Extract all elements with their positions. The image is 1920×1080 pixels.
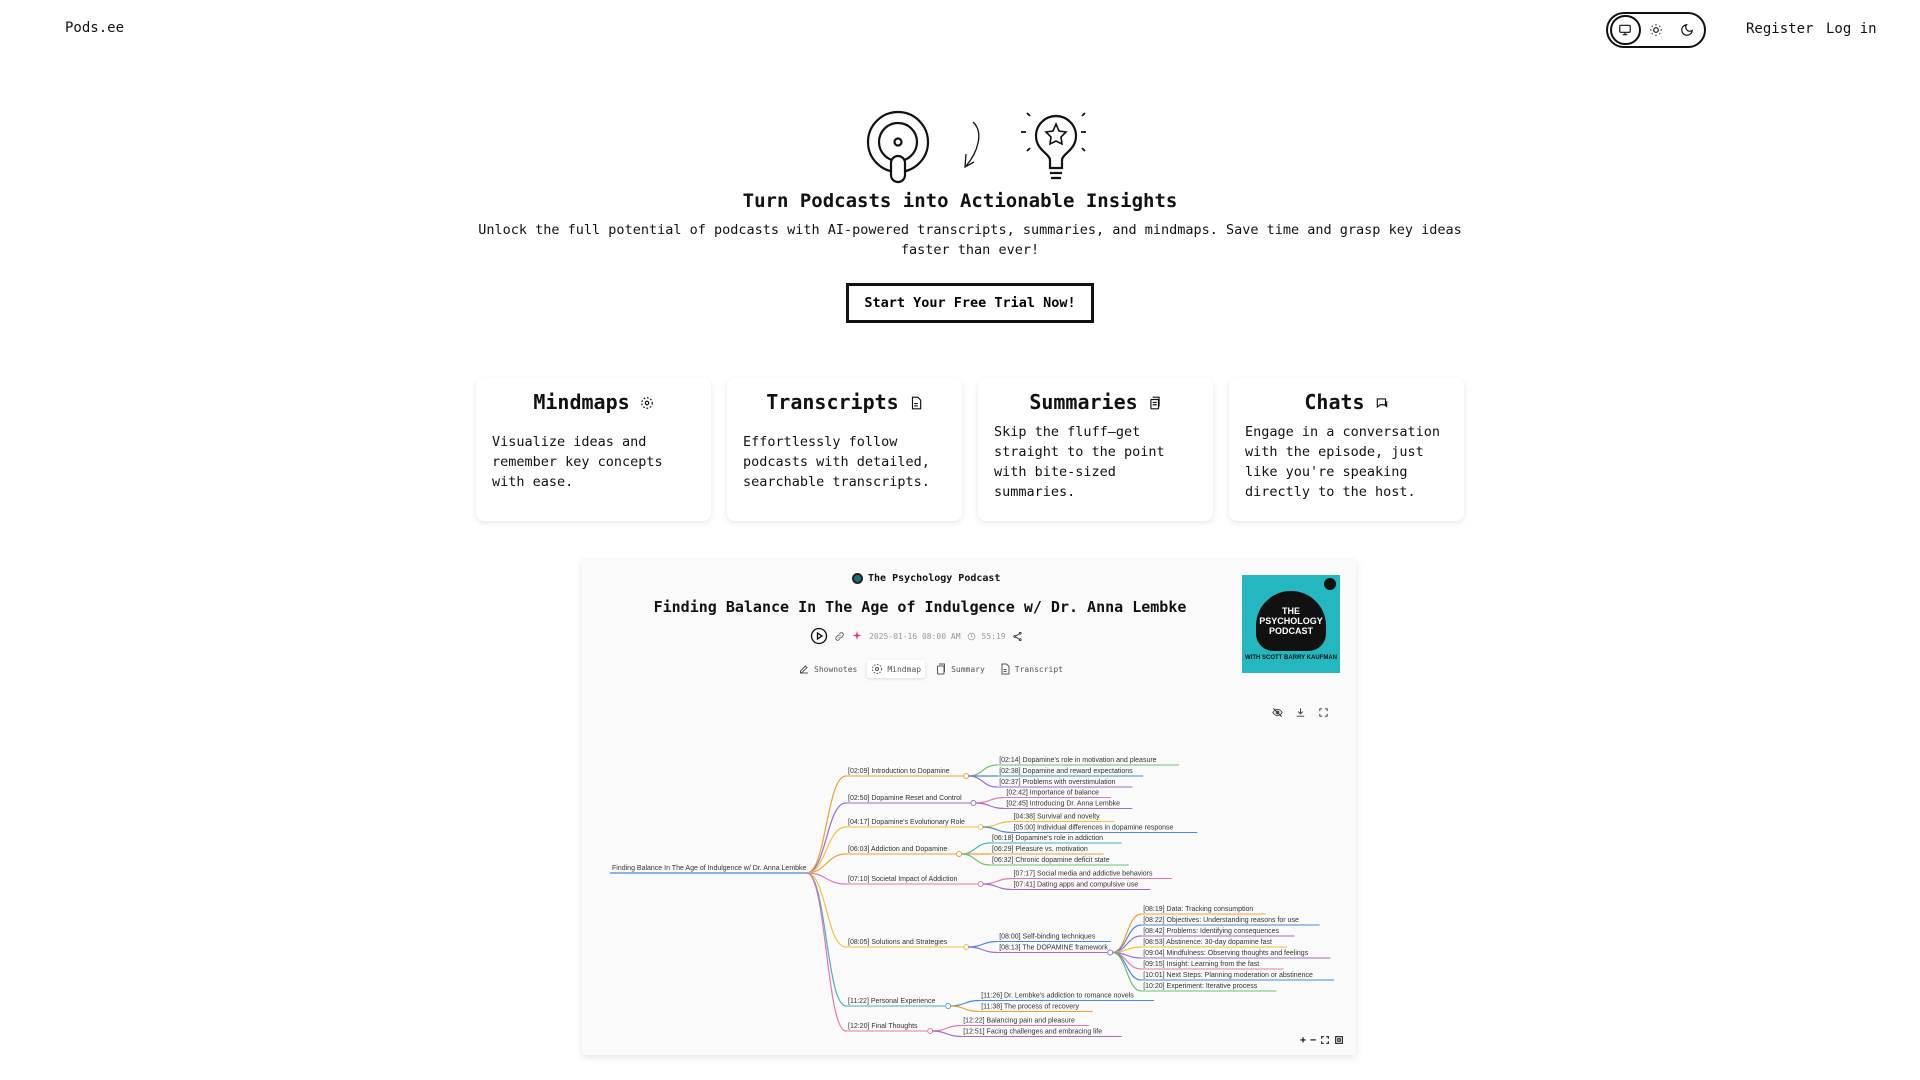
mindmap-canvas[interactable] [582,720,1356,1036]
mindmap-edge [975,798,1004,804]
mindmap-edge [950,1001,979,1007]
login-link[interactable]: Log in [1826,21,1877,37]
branch-node [928,1029,933,1034]
feature-title: Chats [1304,390,1365,414]
mindmap-edge [1112,953,1141,981]
mindmap-edge [932,1031,961,1037]
eye-off-icon[interactable] [1272,707,1283,718]
play-icon[interactable] [810,627,828,645]
mindmap-edge [807,873,846,1006]
reset-view-icon[interactable] [1334,1035,1344,1045]
mindmap-leaf: [08:19] Data: Tracking consumption [1143,906,1254,913]
tab-mindmap[interactable]: Mindmap [867,660,925,678]
clock-icon [967,632,976,641]
mindmap-edge [1112,925,1141,953]
episode-meta [810,627,1023,645]
mindmap-leaf: [08:42] Problems: Identifying consequences [1143,928,1280,935]
mindmap-leaf: [02:45] Introducing Dr. Anna Lembke [1006,800,1121,808]
hero-subtitle: Unlock the full potential of podcasts with AI-powered transcripts, summaries, and mindmaps. Save time and grasp key ideas faster than ever! [478,222,1462,258]
light-theme-button[interactable] [1641,15,1672,45]
mindmap-branch: [08:05] Solutions and Strategies [848,939,948,946]
feature-card-transcripts [727,378,962,521]
arrow-icon [965,122,979,167]
mindmap-edge [807,776,846,873]
mindmap-edge [807,873,846,1031]
branch-node [971,801,976,806]
demo-preview [582,560,1356,1055]
podcast-cover [1242,575,1340,673]
zoom-out-button[interactable]: − [1310,1035,1317,1046]
edit-icon [798,663,810,675]
mindmap-edge [983,827,1012,833]
mindmap-leaf: [07:41] Dating apps and compulsive use [1013,881,1139,889]
feature-card-mindmaps [476,378,711,521]
start-trial-button[interactable]: Start Your Free Trial Now! [846,283,1094,323]
mindmap-branch: [07:10] Societal Impact of Addiction [848,876,958,883]
feature-desc: Visualize ideas and remember key concepts with ease. [492,434,663,490]
mindmap-edge [983,884,1012,890]
mindmap-edge [932,1026,961,1032]
mindmap-leaf: [09:04] Mindfulness: Observing thoughts and feelings [1143,950,1309,957]
moon-icon [1680,23,1694,37]
mindmap-branch: [11:22] Personal Experience [848,998,936,1005]
link-icon[interactable] [834,631,845,642]
podcast-avatar [852,573,863,584]
dark-theme-button[interactable] [1671,15,1702,45]
podcast-icon [868,112,928,182]
lightbulb-icon [1021,113,1086,178]
branch-node [957,852,962,857]
mindmap-leaf: [08:53] Abstinence: 30-day dopamine fast [1143,939,1273,946]
mindmap-leaf: [08:00] Self-binding techniques [999,933,1096,941]
mindmap-toolbar [1272,707,1329,718]
document-icon [909,396,923,410]
share-icon[interactable] [1012,631,1023,642]
mindmap-leaf: [10:01] Next Steps: Planning moderation or abstinence [1143,972,1313,979]
chat-icon [1375,396,1389,410]
hero-title: Turn Podcasts into Actionable Insights [742,190,1178,212]
branch-node [978,882,983,887]
monitor-icon [1618,23,1632,37]
mindmap-branch: [06:03] Addiction and Dopamine [848,846,948,853]
sparkle-icon[interactable] [851,630,863,642]
mindmap-edge [968,765,997,776]
mindmap-leaf: [02:42] Importance of balance [1006,789,1100,797]
mindmap-icon [871,663,883,675]
mindmap-edge [968,776,997,787]
episode-date: 2025-01-16 08:00 AM [869,631,961,641]
mindmap-branch: [02:09] Introduction to Dopamine [848,768,950,775]
mindmap-leaf: [02:14] Dopamine's role in motivation and pleasure [999,757,1157,764]
mindmap-leaf: [12:22] Balancing pain and pleasure [963,1017,1075,1025]
mindmap-leaf: [08:13] The DOPAMINE framework [999,944,1108,952]
cover-headphones: THE PSYCHOLOGY PODCAST [1256,591,1326,651]
mindmap-leaf: [12:51] Facing challenges and embracing life [963,1028,1103,1036]
branch-node [1108,950,1113,955]
mindmap-edge [968,942,997,948]
feature-card-chats [1229,378,1464,521]
apple-podcasts-icon [1324,578,1336,590]
mindmap-leaf: [04:38] Survival and novelty [1013,813,1100,821]
tab-shownotes[interactable]: Shownotes [794,660,861,678]
fit-view-icon[interactable] [1320,1035,1330,1045]
feature-desc: Engage in a conversation with the episode, just like you're speaking directly to the host. [1245,424,1441,500]
zoom-in-button[interactable]: + [1300,1035,1307,1046]
feature-desc: Skip the fluff—get straight to the point with bite-sized summaries. [994,424,1165,500]
zoom-controls [1300,1035,1344,1046]
branch-node [964,774,969,779]
mindmap-leaf: [08:22] Objectives: Understanding reasons for use [1143,917,1299,924]
mindmap-edge [807,827,846,873]
feature-desc: Effortlessly follow podcasts with detailed, searchable transcripts. [743,434,930,490]
document-icon [999,663,1011,675]
summary-icon [1148,396,1162,410]
mindmap-leaf: [09:15] Insight: Learning from the fast [1143,961,1260,968]
mindmap-leaf: [02:38] Dopamine and reward expectations [999,768,1133,775]
sun-icon [1649,23,1663,37]
mindmap-root: Finding Balance In The Age of Indulgence w/ Dr. Anna Lembke [612,865,807,872]
branch-node [946,1004,951,1009]
feature-title: Mindmaps [533,390,630,414]
mindmap-edge [1112,947,1141,953]
mindmap-leaf: [06:18] Dopamine's role in addiction [992,835,1104,842]
mindmap-leaf: [06:32] Chronic dopamine deficit state [992,857,1110,864]
episode-duration: 55:19 [981,631,1006,641]
episode-tabs [794,660,1067,678]
mindmap-icon [640,396,654,410]
brand-logo[interactable]: Pods.ee [65,20,125,36]
feature-title: Summaries [1029,390,1138,414]
mindmap-edge [983,822,1012,828]
mindmap-edge [968,947,997,953]
branch-node [978,825,983,830]
mindmap-edge [950,1006,979,1012]
system-theme-button[interactable] [1610,15,1641,45]
branch-node [964,945,969,950]
tab-summary[interactable]: Summary [931,660,989,678]
mindmap-leaf: [02:37] Problems with overstimulation [999,779,1116,786]
mindmap-edge [961,854,990,865]
mindmap-branch: [04:17] Dopamine's Evolutionary Role [848,819,965,826]
theme-toggle[interactable] [1606,12,1706,48]
mindmap-leaf: [07:17] Social media and addictive behaviors [1013,870,1153,878]
mindmap-leaf: [06:29] Pleasure vs. motivation [992,846,1088,853]
mindmap-edge [961,843,990,854]
hero-illustration [862,108,1082,184]
mindmap-edge [983,879,1012,885]
feature-card-summaries [978,378,1213,521]
summary-icon [935,663,947,675]
podcast-name[interactable]: The Psychology Podcast [852,573,1000,584]
episode-title: Finding Balance In The Age of Indulgence w/ Dr. Anna Lembke [653,598,1187,616]
feature-title: Transcripts [766,390,899,414]
mindmap-leaf: [05:00] Individual differences in dopamine response [1013,824,1174,832]
register-link[interactable]: Register [1746,21,1814,37]
mindmap-leaf: [10:20] Experiment: Iterative process [1143,983,1258,990]
mindmap-leaf: [11:26] Dr. Lembke's addiction to romance novels [981,992,1134,1000]
mindmap-branch: [02:50] Dopamine Reset and Control [848,795,962,802]
cover-host: WITH SCOTT BARRY KAUFMAN [1245,655,1337,661]
download-icon[interactable] [1295,707,1306,718]
mindmap-branch: [12:20] Final Thoughts [848,1023,918,1030]
mindmap-edge [807,803,846,873]
tab-transcript[interactable]: Transcript [995,660,1067,678]
mindmap-edge [975,803,1004,809]
fullscreen-icon[interactable] [1318,707,1329,718]
mindmap-leaf: [11:38] The process of recovery [981,1003,1080,1011]
